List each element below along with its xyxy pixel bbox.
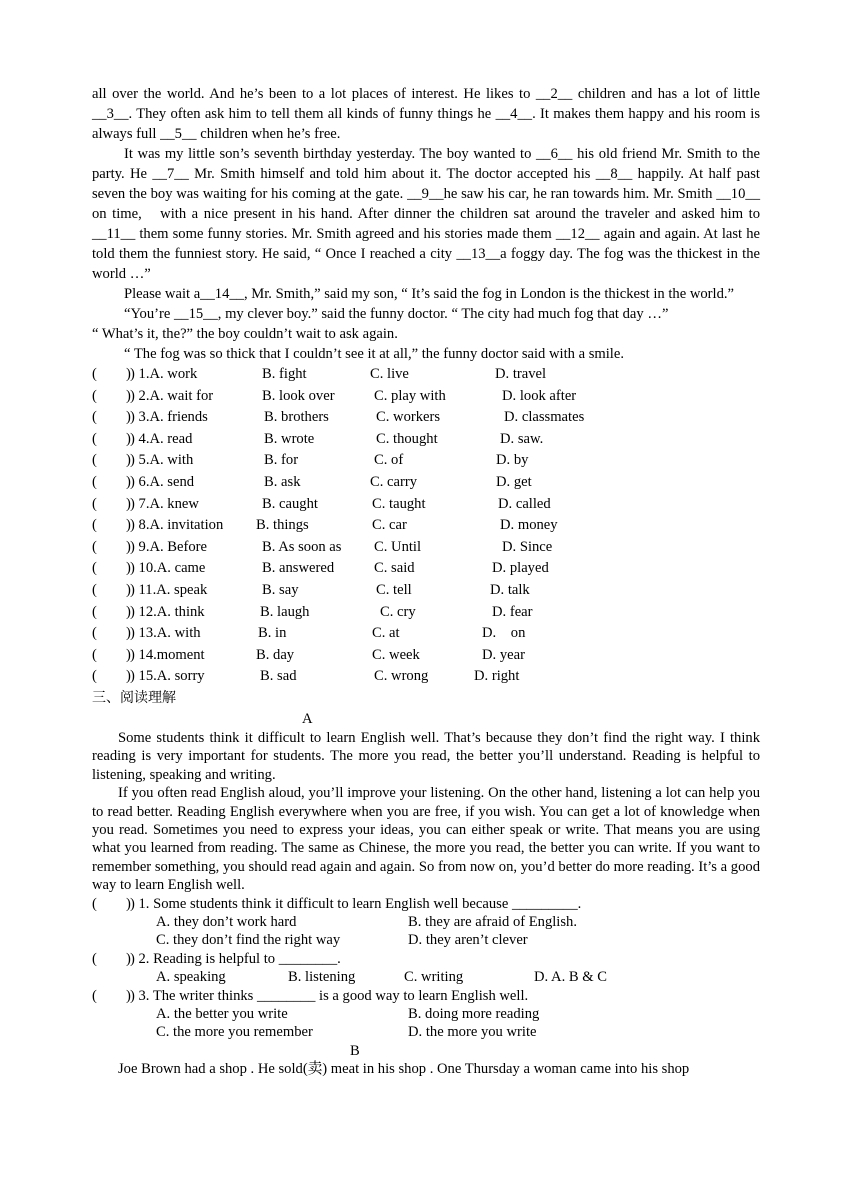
option-a: A. with: [156, 625, 201, 642]
question-number-text: 9.: [138, 538, 150, 555]
option-c: C. car: [372, 517, 407, 534]
cloze-question-row: [92, 623, 760, 645]
passage-paragraph-4: “You’re __15__, my clever boy.” said the funny doctor. “ The city had much fog that day …”: [124, 306, 669, 322]
option-b: B. sad: [260, 668, 297, 685]
option-d: D. on: [482, 625, 526, 642]
answer-blank[interactable]: ( ): [92, 646, 131, 663]
cloze-question-list: [92, 364, 760, 688]
option-d: D. money: [500, 517, 558, 534]
question-number-text: 6.: [138, 473, 150, 490]
option-b: B. fight: [262, 366, 307, 382]
option-c: C. live: [370, 366, 409, 382]
cloze-question-row: [92, 602, 760, 624]
passage-paragraph-2: It was my little son’s seventh birthday yesterday. The boy wanted to __6__ his old friend Mr. Smith to the party. He __7__ Mr. Smith himself and told him about it. The doctor accepted his __8__ happily. At half past seven the boy was waiting for his coming at the gate. __9__he saw his car, he ran towards him. Mr. Smith __10__ on time, with a nice present in his hand. After dinner the children sat around the traveler and asked him to __11__ them some funny stories. Mr. Smith agreed and his stories made them __12__ again and again. At last he told them the funniest story. He said, “ Once I reached a city __13__a foggy day. The fog was the thickest in the world …”: [92, 146, 760, 282]
answer-blank[interactable]: ( ): [92, 625, 131, 642]
question-number-text: 2.: [138, 387, 150, 404]
reading-a-paragraph-1: Some students think it difficult to learn English well. That’s because they don’t find the right way. I think reading is very important for students. The more you read, the better you’ll understand. Reading is helpful to listening, speaking and writing.: [92, 729, 760, 783]
question-number-text: 11.: [138, 581, 157, 598]
option-c: C. taught: [372, 495, 426, 512]
option-a: moment: [156, 646, 205, 663]
option-a: A. invitation: [149, 517, 224, 534]
question-stem: ) 1. Some students think it difficult to learn English well because _________.: [130, 895, 582, 912]
option: B. listening: [288, 969, 356, 986]
question-number-text: 5.: [138, 452, 150, 469]
question-number: ) 6.A. send: [130, 473, 195, 490]
question-number-text: 15.: [138, 668, 157, 685]
reading-question-list: [92, 895, 760, 1042]
question-number: ) 12.A. think: [130, 603, 205, 620]
option-b: B. wrote: [264, 430, 315, 447]
answer-blank[interactable]: ( ): [92, 517, 131, 534]
answer-blank[interactable]: ( ): [92, 987, 131, 1004]
option-d: D. played: [492, 560, 549, 577]
option-a: A. wait for: [149, 387, 214, 404]
reading-question-row: [92, 950, 760, 968]
cloze-question-row: [92, 429, 760, 451]
option-d: D. right: [474, 668, 520, 685]
section-heading: 三、阅读理解: [92, 689, 176, 706]
option-b: B. ask: [264, 473, 301, 490]
question-number: ) 10.A. came: [130, 560, 206, 577]
cloze-question-row: [92, 666, 760, 688]
reading-a-paragraph-2: If you often read English aloud, you’ll improve your listening. On the other hand, listening a lot can help you to read better. Reading English everywhere when you are free, if you wish. You can get a lot of knowledge when you read. Sometimes you need to express your ideas, you can either speak or write. That means you are using what you learned from reading. The same as Chinese, the more you read, the better you can write. If you want to remember something, you should read again and again. So from now on, you’d better do more reading. It’s a good way to learn English well.: [92, 785, 760, 894]
cloze-question-row: [92, 580, 760, 602]
option-a: A. sorry: [156, 668, 205, 685]
passage-label-b: B: [350, 1042, 360, 1059]
option-a: A. friends: [149, 409, 208, 426]
cloze-question-row: [92, 558, 760, 580]
option-a: A. speak: [156, 581, 208, 598]
option-b: B. brothers: [264, 409, 329, 426]
passage-label-a: A: [302, 710, 313, 727]
question-number-text: 3.: [138, 409, 150, 426]
option-c: C. Until: [374, 538, 422, 555]
option-a: A. work: [149, 366, 198, 382]
reading-b-paragraph-1: Joe Brown had a shop . He sold(卖) meat in his shop . One Thursday a woman came into his shop: [118, 1061, 690, 1078]
option-d: D. saw.: [500, 430, 544, 447]
answer-blank[interactable]: ( ): [92, 560, 131, 577]
option-d: D. by: [496, 452, 529, 469]
option-c: C. carry: [370, 473, 418, 490]
option-row: [92, 913, 760, 931]
option-a: A. knew: [149, 495, 199, 512]
question-number: ) 13.A. with: [130, 625, 201, 642]
cloze-question-row: [92, 364, 760, 386]
question-stem: ) 2. Reading is helpful to ________.: [130, 950, 341, 967]
option-a: A. think: [156, 603, 205, 620]
option-d: D. called: [498, 495, 551, 512]
question-number: ) 5.A. with: [130, 452, 194, 469]
answer-blank[interactable]: ( ): [92, 950, 131, 967]
option-b: B. caught: [262, 495, 318, 512]
cloze-question-row: [92, 450, 760, 472]
question-number: ) 14.moment: [130, 646, 205, 663]
option-a: A. with: [149, 452, 194, 469]
passage-paragraph-1: all over the world. And he’s been to a lot places of interest. He likes to __2__ children and has a lot of little __3__. They often ask him to tell them all kinds of funny things he __4__. It makes them happy and his room is always full __5__ children when he’s free.: [92, 86, 760, 142]
answer-blank[interactable]: ( ): [92, 387, 131, 404]
answer-blank[interactable]: ( ): [92, 495, 131, 512]
option: B. doing more reading: [408, 1005, 540, 1022]
option-c: C. of: [374, 452, 404, 469]
option-c: C. cry: [380, 603, 416, 620]
option-c: C. workers: [376, 409, 441, 426]
cloze-question-row: [92, 515, 760, 537]
option-c: C. play with: [374, 387, 446, 404]
option-b: B. laugh: [260, 603, 310, 620]
option: C. writing: [404, 969, 464, 986]
option-b: B. say: [262, 581, 299, 598]
option-d: D. look after: [502, 387, 577, 404]
cloze-question-row: [92, 472, 760, 494]
question-number: ) 3.A. friends: [130, 409, 208, 426]
question-number-text: 8.: [138, 517, 150, 534]
question-number: ) 7.A. knew: [130, 495, 199, 512]
option-row: [92, 968, 760, 986]
option-row: [92, 1023, 760, 1041]
answer-blank[interactable]: ( ): [92, 409, 131, 426]
answer-blank[interactable]: ( ): [92, 366, 131, 382]
cloze-question-row: [92, 407, 760, 429]
option-row: [92, 1005, 760, 1023]
option-b: B. day: [256, 646, 295, 663]
question-number-text: 1.: [138, 366, 150, 382]
option: A. they don’t work hard: [156, 913, 297, 930]
passage-paragraph-3: Please wait a__14__, Mr. Smith,” said my son, “ It’s said the fog in London is the thickest in the world.”: [124, 286, 735, 302]
question-number: ) 2.A. wait for: [130, 387, 214, 404]
exam-page: [92, 84, 760, 1078]
option-d: D. talk: [490, 581, 530, 598]
option: D. they aren’t clever: [408, 932, 528, 949]
answer-blank[interactable]: ( ): [92, 538, 131, 555]
option-c: C. wrong: [374, 668, 429, 685]
option-c: C. week: [372, 646, 420, 663]
reading-question-row: [92, 987, 760, 1005]
answer-blank[interactable]: ( ): [92, 473, 131, 490]
option-d: D. year: [482, 646, 525, 663]
question-number-text: 13.: [138, 625, 157, 642]
cloze-question-row: [92, 537, 760, 559]
answer-blank[interactable]: ( ): [92, 430, 131, 447]
option-b: B. things: [256, 517, 309, 534]
option-d: D. fear: [492, 603, 533, 620]
option-a: A. Before: [149, 538, 208, 555]
question-number-text: 10.: [138, 560, 157, 577]
option-a: A. send: [149, 473, 195, 490]
question-number: ) 9.A. Before: [130, 538, 208, 555]
option-row: [92, 931, 760, 949]
answer-blank[interactable]: ( ): [92, 668, 131, 685]
option-b: B. for: [264, 452, 299, 469]
option-d: D. Since: [502, 538, 553, 555]
option-c: C. tell: [376, 581, 412, 598]
answer-blank[interactable]: ( ): [92, 581, 131, 598]
passage-paragraph-5: “ What’s it, the?” the boy couldn’t wait to ask again.: [92, 326, 398, 342]
answer-blank[interactable]: ( ): [92, 603, 131, 620]
option-c: C. said: [374, 560, 415, 577]
option: D. A. B & C: [534, 969, 607, 986]
cloze-question-row: [92, 386, 760, 408]
question-number: ) 15.A. sorry: [130, 668, 205, 685]
answer-blank[interactable]: ( ): [92, 895, 131, 912]
answer-blank[interactable]: ( ): [92, 452, 131, 469]
cloze-question-row: [92, 494, 760, 516]
option-d: D. get: [496, 473, 532, 490]
option: C. they don’t find the right way: [156, 932, 341, 949]
option-b: B. As soon as: [262, 538, 342, 555]
option: A. the better you write: [156, 1005, 288, 1022]
option-a: A. read: [149, 430, 193, 447]
passage-paragraph-6: “ The fog was so thick that I couldn’t see it at all,” the funny doctor said with a smile.: [124, 346, 624, 362]
question-stem: ) 3. The writer thinks ________ is a good way to learn English well.: [130, 987, 529, 1004]
option-d: D. travel: [495, 366, 547, 382]
reading-question-row: [92, 895, 760, 913]
question-number: ) 8.A. invitation: [130, 517, 224, 534]
option-a: A. came: [156, 560, 206, 577]
option: D. the more you write: [408, 1024, 537, 1041]
question-number-text: 14.: [138, 646, 157, 663]
option: C. the more you remember: [156, 1024, 313, 1041]
option-c: C. thought: [376, 430, 438, 447]
question-number-text: 7.: [138, 495, 150, 512]
question-number-text: 4.: [138, 430, 150, 447]
option: A. speaking: [156, 969, 226, 986]
cloze-question-row: [92, 645, 760, 667]
option-c: C. at: [372, 625, 400, 642]
question-number-text: 12.: [138, 603, 157, 620]
option: B. they are afraid of English.: [408, 913, 577, 930]
question-number: ) 4.A. read: [130, 430, 193, 447]
question-number: ) 11.A. speak: [130, 581, 208, 598]
question-number: ) 1.A. work: [130, 366, 198, 382]
option-b: B. in: [258, 625, 287, 642]
option-b: B. answered: [262, 560, 335, 577]
option-d: D. classmates: [504, 409, 585, 426]
option-b: B. look over: [262, 387, 335, 404]
